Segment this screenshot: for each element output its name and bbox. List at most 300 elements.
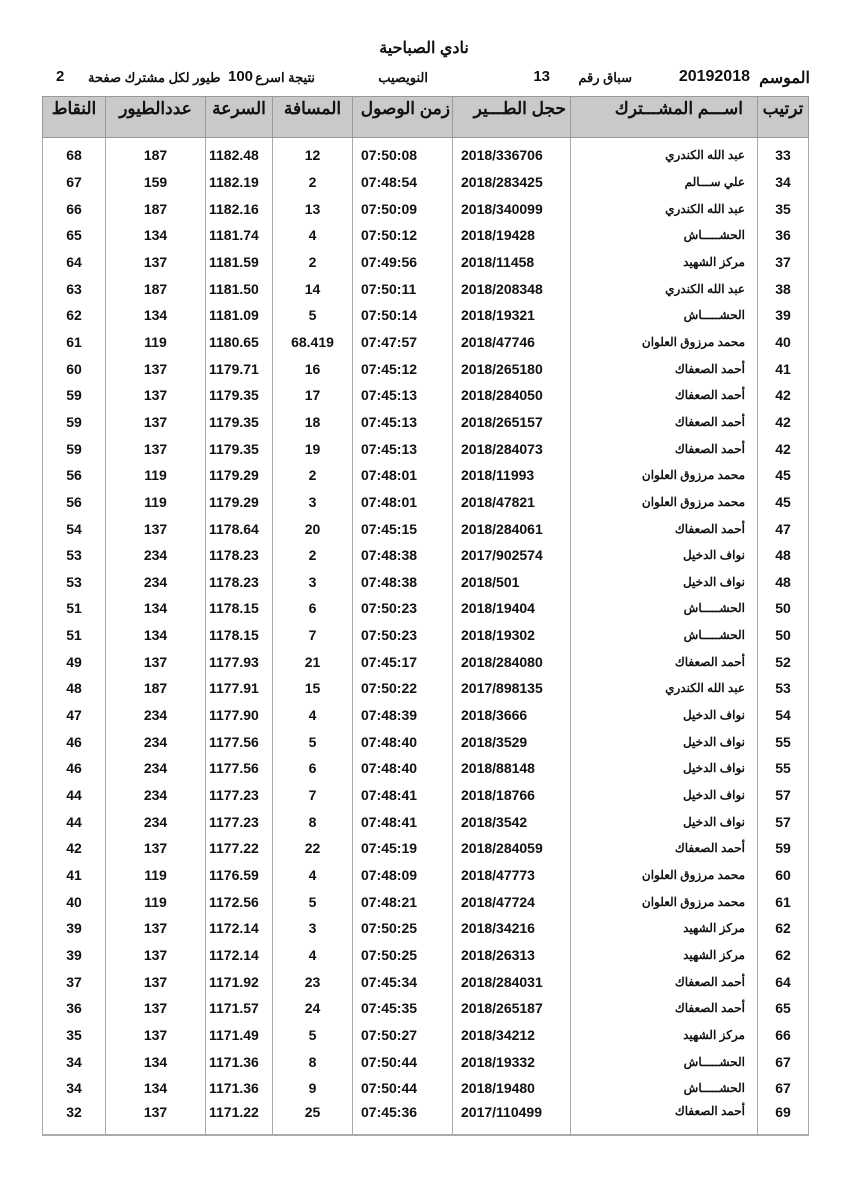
ring-number-cell: 2018/26313	[453, 942, 571, 969]
arrival-time-cell: 07:48:09	[353, 862, 453, 889]
table-row	[43, 862, 809, 889]
table-row	[43, 648, 809, 675]
table-row	[43, 675, 809, 702]
birds-count-cell: 234	[106, 569, 206, 596]
birds-count-cell: 119	[106, 888, 206, 915]
rank-cell: 62	[758, 942, 809, 969]
ring-number-cell: 2017/902574	[453, 542, 571, 569]
race-info-bar	[40, 68, 810, 90]
distance-cell: 19	[273, 435, 353, 462]
header-distance: المسافة	[273, 97, 353, 138]
rank-cell: 37	[758, 249, 809, 276]
table-row	[43, 382, 809, 409]
table-row	[43, 195, 809, 222]
points-cell: 35	[43, 1022, 106, 1049]
participant-name-cell: أحمد الصعفاك	[571, 1102, 758, 1135]
distance-cell: 2	[273, 462, 353, 489]
table-row	[43, 138, 809, 169]
table-row	[43, 222, 809, 249]
table-row	[43, 622, 809, 649]
ring-number-cell: 2017/898135	[453, 675, 571, 702]
speed-cell: 1176.59	[206, 862, 273, 889]
ring-number-cell: 2018/284061	[453, 515, 571, 542]
arrival-time-cell: 07:45:34	[353, 968, 453, 995]
points-cell: 62	[43, 302, 106, 329]
ring-number-cell: 2018/19332	[453, 1048, 571, 1075]
speed-cell: 1179.71	[206, 355, 273, 382]
points-cell: 66	[43, 195, 106, 222]
arrival-time-cell: 07:50:08	[353, 138, 453, 169]
speed-cell: 1181.74	[206, 222, 273, 249]
rank-cell: 35	[758, 195, 809, 222]
table-row	[43, 435, 809, 462]
participant-name-cell: علي ســـالم	[571, 169, 758, 196]
table-row	[43, 489, 809, 516]
arrival-time-cell: 07:50:23	[353, 595, 453, 622]
rank-cell: 38	[758, 275, 809, 302]
arrival-time-cell: 07:50:23	[353, 622, 453, 649]
birds-count-cell: 137	[106, 1022, 206, 1049]
ring-number-cell: 2018/11993	[453, 462, 571, 489]
table-row	[43, 702, 809, 729]
birds-count-cell: 137	[106, 355, 206, 382]
participant-name-cell: أحمد الصعفاك	[571, 435, 758, 462]
distance-cell: 14	[273, 275, 353, 302]
race-location: النويصيب	[378, 70, 428, 85]
distance-cell: 5	[273, 888, 353, 915]
points-cell: 53	[43, 569, 106, 596]
points-cell: 51	[43, 595, 106, 622]
rank-cell: 47	[758, 515, 809, 542]
arrival-time-cell: 07:50:12	[353, 222, 453, 249]
rank-cell: 45	[758, 489, 809, 516]
participant-name-cell: عبد الله الكندري	[571, 195, 758, 222]
table-row	[43, 995, 809, 1022]
points-cell: 48	[43, 675, 106, 702]
rank-cell: 55	[758, 728, 809, 755]
points-cell: 63	[43, 275, 106, 302]
arrival-time-cell: 07:45:13	[353, 409, 453, 436]
birds-count-cell: 137	[106, 1102, 206, 1135]
points-cell: 39	[43, 915, 106, 942]
speed-cell: 1180.65	[206, 329, 273, 356]
ring-number-cell: 2018/34216	[453, 915, 571, 942]
distance-cell: 6	[273, 755, 353, 782]
speed-cell: 1181.50	[206, 275, 273, 302]
table-row	[43, 1102, 809, 1135]
distance-cell: 4	[273, 862, 353, 889]
points-cell: 44	[43, 808, 106, 835]
participant-name-cell: أحمد الصعفاك	[571, 409, 758, 436]
birds-count-cell: 137	[106, 942, 206, 969]
rank-cell: 54	[758, 702, 809, 729]
ring-number-cell: 2018/284059	[453, 835, 571, 862]
ring-number-cell: 2018/19302	[453, 622, 571, 649]
arrival-time-cell: 07:45:17	[353, 648, 453, 675]
rank-cell: 42	[758, 435, 809, 462]
distance-cell: 4	[273, 222, 353, 249]
ring-number-cell: 2018/336706	[453, 138, 571, 169]
table-row	[43, 329, 809, 356]
birds-count-cell: 137	[106, 995, 206, 1022]
table-row	[43, 782, 809, 809]
ring-number-cell: 2018/265157	[453, 409, 571, 436]
speed-cell: 1171.36	[206, 1048, 273, 1075]
distance-cell: 9	[273, 1075, 353, 1102]
speed-cell: 1182.16	[206, 195, 273, 222]
participant-name-cell: نواف الدخيل	[571, 808, 758, 835]
distance-cell: 12	[273, 138, 353, 169]
rank-cell: 48	[758, 542, 809, 569]
points-cell: 32	[43, 1102, 106, 1135]
ring-number-cell: 2018/265180	[453, 355, 571, 382]
rank-cell: 57	[758, 782, 809, 809]
speed-cell: 1172.56	[206, 888, 273, 915]
arrival-time-cell: 07:48:40	[353, 755, 453, 782]
ring-number-cell: 2018/284073	[453, 435, 571, 462]
distance-cell: 4	[273, 942, 353, 969]
points-cell: 56	[43, 489, 106, 516]
birds-count-cell: 234	[106, 542, 206, 569]
speed-cell: 1177.23	[206, 782, 273, 809]
table-row	[43, 728, 809, 755]
speed-cell: 1178.15	[206, 595, 273, 622]
table-row	[43, 355, 809, 382]
rank-cell: 64	[758, 968, 809, 995]
distance-cell: 2	[273, 542, 353, 569]
ring-number-cell: 2018/340099	[453, 195, 571, 222]
ring-number-cell: 2018/284050	[453, 382, 571, 409]
rank-cell: 62	[758, 915, 809, 942]
birds-count-cell: 137	[106, 835, 206, 862]
rank-cell: 53	[758, 675, 809, 702]
distance-cell: 5	[273, 728, 353, 755]
ring-number-cell: 2018/284031	[453, 968, 571, 995]
points-cell: 39	[43, 942, 106, 969]
participant-name-cell: الحشـــــاش	[571, 1048, 758, 1075]
table-row	[43, 249, 809, 276]
ring-number-cell: 2018/265187	[453, 995, 571, 1022]
speed-cell: 1178.23	[206, 542, 273, 569]
speed-cell: 1172.14	[206, 942, 273, 969]
ring-number-cell: 2018/18766	[453, 782, 571, 809]
speed-cell: 1179.29	[206, 489, 273, 516]
race-label: سباق رقم	[578, 70, 632, 85]
ring-number-cell: 2018/3666	[453, 702, 571, 729]
speed-cell: 1171.49	[206, 1022, 273, 1049]
ring-number-cell: 2018/19428	[453, 222, 571, 249]
arrival-time-cell: 07:48:01	[353, 462, 453, 489]
birds-count-cell: 187	[106, 275, 206, 302]
arrival-time-cell: 07:48:38	[353, 569, 453, 596]
points-cell: 42	[43, 835, 106, 862]
participant-name-cell: عبد الله الكندري	[571, 275, 758, 302]
arrival-time-cell: 07:50:14	[353, 302, 453, 329]
points-cell: 44	[43, 782, 106, 809]
participant-name-cell: عبد الله الكندري	[571, 138, 758, 169]
participant-name-cell: الحشـــــاش	[571, 302, 758, 329]
participant-name-cell: عبد الله الكندري	[571, 675, 758, 702]
participant-name-cell: محمد مرزوق العلوان	[571, 888, 758, 915]
participant-name-cell: الحشـــــاش	[571, 222, 758, 249]
points-cell: 47	[43, 702, 106, 729]
speed-cell: 1177.90	[206, 702, 273, 729]
speed-cell: 1177.22	[206, 835, 273, 862]
header-ring: حجل الطـــير	[453, 97, 571, 138]
birds-count-cell: 134	[106, 302, 206, 329]
arrival-time-cell: 07:48:38	[353, 542, 453, 569]
birds-count-cell: 234	[106, 808, 206, 835]
arrival-time-cell: 07:50:27	[353, 1022, 453, 1049]
distance-cell: 3	[273, 489, 353, 516]
arrival-time-cell: 07:48:41	[353, 808, 453, 835]
birds-count-cell: 187	[106, 675, 206, 702]
distance-cell: 8	[273, 1048, 353, 1075]
speed-cell: 1171.57	[206, 995, 273, 1022]
birds-count-cell: 159	[106, 169, 206, 196]
table-row	[43, 968, 809, 995]
distance-cell: 4	[273, 702, 353, 729]
birds-count-cell: 137	[106, 915, 206, 942]
rank-cell: 41	[758, 355, 809, 382]
distance-cell: 21	[273, 648, 353, 675]
rank-cell: 67	[758, 1075, 809, 1102]
points-cell: 59	[43, 382, 106, 409]
rank-cell: 33	[758, 138, 809, 169]
participant-name-cell: الحشـــــاش	[571, 622, 758, 649]
arrival-time-cell: 07:48:39	[353, 702, 453, 729]
birds-count-cell: 137	[106, 382, 206, 409]
points-cell: 34	[43, 1048, 106, 1075]
header-rank: ترتيب	[758, 97, 809, 138]
table-row	[43, 1022, 809, 1049]
result-label: نتيجة اسرع	[255, 70, 315, 85]
distance-cell: 2	[273, 169, 353, 196]
participant-name-cell: مركز الشهيد	[571, 1022, 758, 1049]
participant-name-cell: مركز الشهيد	[571, 915, 758, 942]
rank-cell: 65	[758, 995, 809, 1022]
participant-name-cell: محمد مرزوق العلوان	[571, 462, 758, 489]
table-row	[43, 942, 809, 969]
points-cell: 61	[43, 329, 106, 356]
points-cell: 40	[43, 888, 106, 915]
rank-cell: 60	[758, 862, 809, 889]
race-number: 13	[533, 68, 550, 85]
per-participant-label: طيور لكل مشترك صفحة	[88, 70, 221, 85]
table-row	[43, 569, 809, 596]
participant-name-cell: محمد مرزوق العلوان	[571, 489, 758, 516]
distance-cell: 68.419	[273, 329, 353, 356]
speed-cell: 1172.14	[206, 915, 273, 942]
speed-cell: 1177.56	[206, 755, 273, 782]
birds-count-cell: 134	[106, 622, 206, 649]
speed-cell: 1179.35	[206, 382, 273, 409]
rank-cell: 42	[758, 382, 809, 409]
points-cell: 68	[43, 138, 106, 169]
participant-name-cell: مركز الشهيد	[571, 942, 758, 969]
arrival-time-cell: 07:48:40	[353, 728, 453, 755]
speed-cell: 1182.19	[206, 169, 273, 196]
arrival-time-cell: 07:50:25	[353, 942, 453, 969]
participant-name-cell: الحشـــــاش	[571, 1075, 758, 1102]
birds-count-cell: 119	[106, 329, 206, 356]
table-row	[43, 835, 809, 862]
participant-name-cell: مركز الشهيد	[571, 249, 758, 276]
birds-count-cell: 137	[106, 515, 206, 542]
distance-cell: 25	[273, 1102, 353, 1135]
points-cell: 53	[43, 542, 106, 569]
arrival-time-cell: 07:45:15	[353, 515, 453, 542]
points-cell: 64	[43, 249, 106, 276]
distance-cell: 3	[273, 915, 353, 942]
distance-cell: 18	[273, 409, 353, 436]
points-cell: 59	[43, 435, 106, 462]
header-points: النقاط	[43, 97, 106, 138]
arrival-time-cell: 07:47:57	[353, 329, 453, 356]
ring-number-cell: 2018/11458	[453, 249, 571, 276]
ring-number-cell: 2018/47821	[453, 489, 571, 516]
points-cell: 56	[43, 462, 106, 489]
distance-cell: 23	[273, 968, 353, 995]
birds-count-cell: 234	[106, 702, 206, 729]
distance-cell: 15	[273, 675, 353, 702]
club-title: نادي الصباحية	[379, 40, 469, 57]
arrival-time-cell: 07:45:36	[353, 1102, 453, 1135]
birds-count-cell: 234	[106, 782, 206, 809]
participant-name-cell: نواف الدخيل	[571, 542, 758, 569]
points-cell: 46	[43, 728, 106, 755]
speed-cell: 1179.35	[206, 409, 273, 436]
participant-name-cell: نواف الدخيل	[571, 782, 758, 809]
points-cell: 36	[43, 995, 106, 1022]
distance-cell: 16	[273, 355, 353, 382]
points-cell: 34	[43, 1075, 106, 1102]
rank-cell: 59	[758, 835, 809, 862]
points-cell: 37	[43, 968, 106, 995]
distance-cell: 22	[273, 835, 353, 862]
ring-number-cell: 2018/3529	[453, 728, 571, 755]
arrival-time-cell: 07:45:13	[353, 382, 453, 409]
ring-number-cell: 2018/3542	[453, 808, 571, 835]
speed-cell: 1177.23	[206, 808, 273, 835]
header-arrival-time: زمن الوصول	[353, 97, 453, 138]
birds-count-cell: 234	[106, 755, 206, 782]
distance-cell: 2	[273, 249, 353, 276]
points-cell: 59	[43, 409, 106, 436]
arrival-time-cell: 07:45:19	[353, 835, 453, 862]
rank-cell: 40	[758, 329, 809, 356]
arrival-time-cell: 07:49:56	[353, 249, 453, 276]
birds-count: 100	[228, 68, 254, 85]
speed-cell: 1178.15	[206, 622, 273, 649]
rank-cell: 67	[758, 1048, 809, 1075]
speed-cell: 1181.59	[206, 249, 273, 276]
ring-number-cell: 2018/47746	[453, 329, 571, 356]
points-cell: 41	[43, 862, 106, 889]
ring-number-cell: 2018/19321	[453, 302, 571, 329]
header-birds: عددالطيور	[106, 97, 206, 138]
table-row	[43, 515, 809, 542]
birds-count-cell: 134	[106, 1048, 206, 1075]
points-cell: 65	[43, 222, 106, 249]
table-row	[43, 888, 809, 915]
ring-number-cell: 2018/47724	[453, 888, 571, 915]
birds-count-cell: 134	[106, 595, 206, 622]
birds-count-cell: 234	[106, 728, 206, 755]
participant-name-cell: أحمد الصعفاك	[571, 355, 758, 382]
distance-cell: 7	[273, 782, 353, 809]
birds-count-cell: 119	[106, 862, 206, 889]
arrival-time-cell: 07:50:25	[353, 915, 453, 942]
table-row	[43, 462, 809, 489]
speed-cell: 1177.93	[206, 648, 273, 675]
table-row	[43, 169, 809, 196]
participant-name-cell: أحمد الصعفاك	[571, 995, 758, 1022]
rank-cell: 50	[758, 595, 809, 622]
participant-name-cell: أحمد الصعفاك	[571, 648, 758, 675]
results-table	[42, 96, 809, 1136]
speed-cell: 1179.35	[206, 435, 273, 462]
ring-number-cell: 2018/34212	[453, 1022, 571, 1049]
arrival-time-cell: 07:45:12	[353, 355, 453, 382]
points-cell: 46	[43, 755, 106, 782]
rank-cell: 55	[758, 755, 809, 782]
ring-number-cell: 2018/88148	[453, 755, 571, 782]
participant-name-cell: محمد مرزوق العلوان	[571, 862, 758, 889]
arrival-time-cell: 07:45:13	[353, 435, 453, 462]
ring-number-cell: 2018/47773	[453, 862, 571, 889]
points-cell: 51	[43, 622, 106, 649]
ring-number-cell: 2018/19404	[453, 595, 571, 622]
rank-cell: 61	[758, 888, 809, 915]
table-row	[43, 1048, 809, 1075]
table-row	[43, 275, 809, 302]
speed-cell: 1179.29	[206, 462, 273, 489]
table-row	[43, 915, 809, 942]
birds-count-cell: 119	[106, 462, 206, 489]
distance-cell: 13	[273, 195, 353, 222]
birds-count-cell: 137	[106, 249, 206, 276]
arrival-time-cell: 07:48:21	[353, 888, 453, 915]
birds-count-cell: 187	[106, 138, 206, 169]
birds-count-cell: 134	[106, 1075, 206, 1102]
arrival-time-cell: 07:50:22	[353, 675, 453, 702]
points-cell: 49	[43, 648, 106, 675]
birds-count-cell: 187	[106, 195, 206, 222]
ring-number-cell: 2018/501	[453, 569, 571, 596]
distance-cell: 24	[273, 995, 353, 1022]
rank-cell: 45	[758, 462, 809, 489]
distance-cell: 7	[273, 622, 353, 649]
birds-count-cell: 119	[106, 489, 206, 516]
table-row	[43, 302, 809, 329]
speed-cell: 1181.09	[206, 302, 273, 329]
rank-cell: 66	[758, 1022, 809, 1049]
rank-cell: 48	[758, 569, 809, 596]
table-row	[43, 595, 809, 622]
table-row	[43, 409, 809, 436]
arrival-time-cell: 07:48:41	[353, 782, 453, 809]
distance-cell: 8	[273, 808, 353, 835]
distance-cell: 3	[273, 569, 353, 596]
participant-name-cell: الحشـــــاش	[571, 595, 758, 622]
points-cell: 60	[43, 355, 106, 382]
points-cell: 54	[43, 515, 106, 542]
rank-cell: 36	[758, 222, 809, 249]
participant-name-cell: أحمد الصعفاك	[571, 382, 758, 409]
speed-cell: 1171.22	[206, 1102, 273, 1135]
ring-number-cell: 2018/208348	[453, 275, 571, 302]
